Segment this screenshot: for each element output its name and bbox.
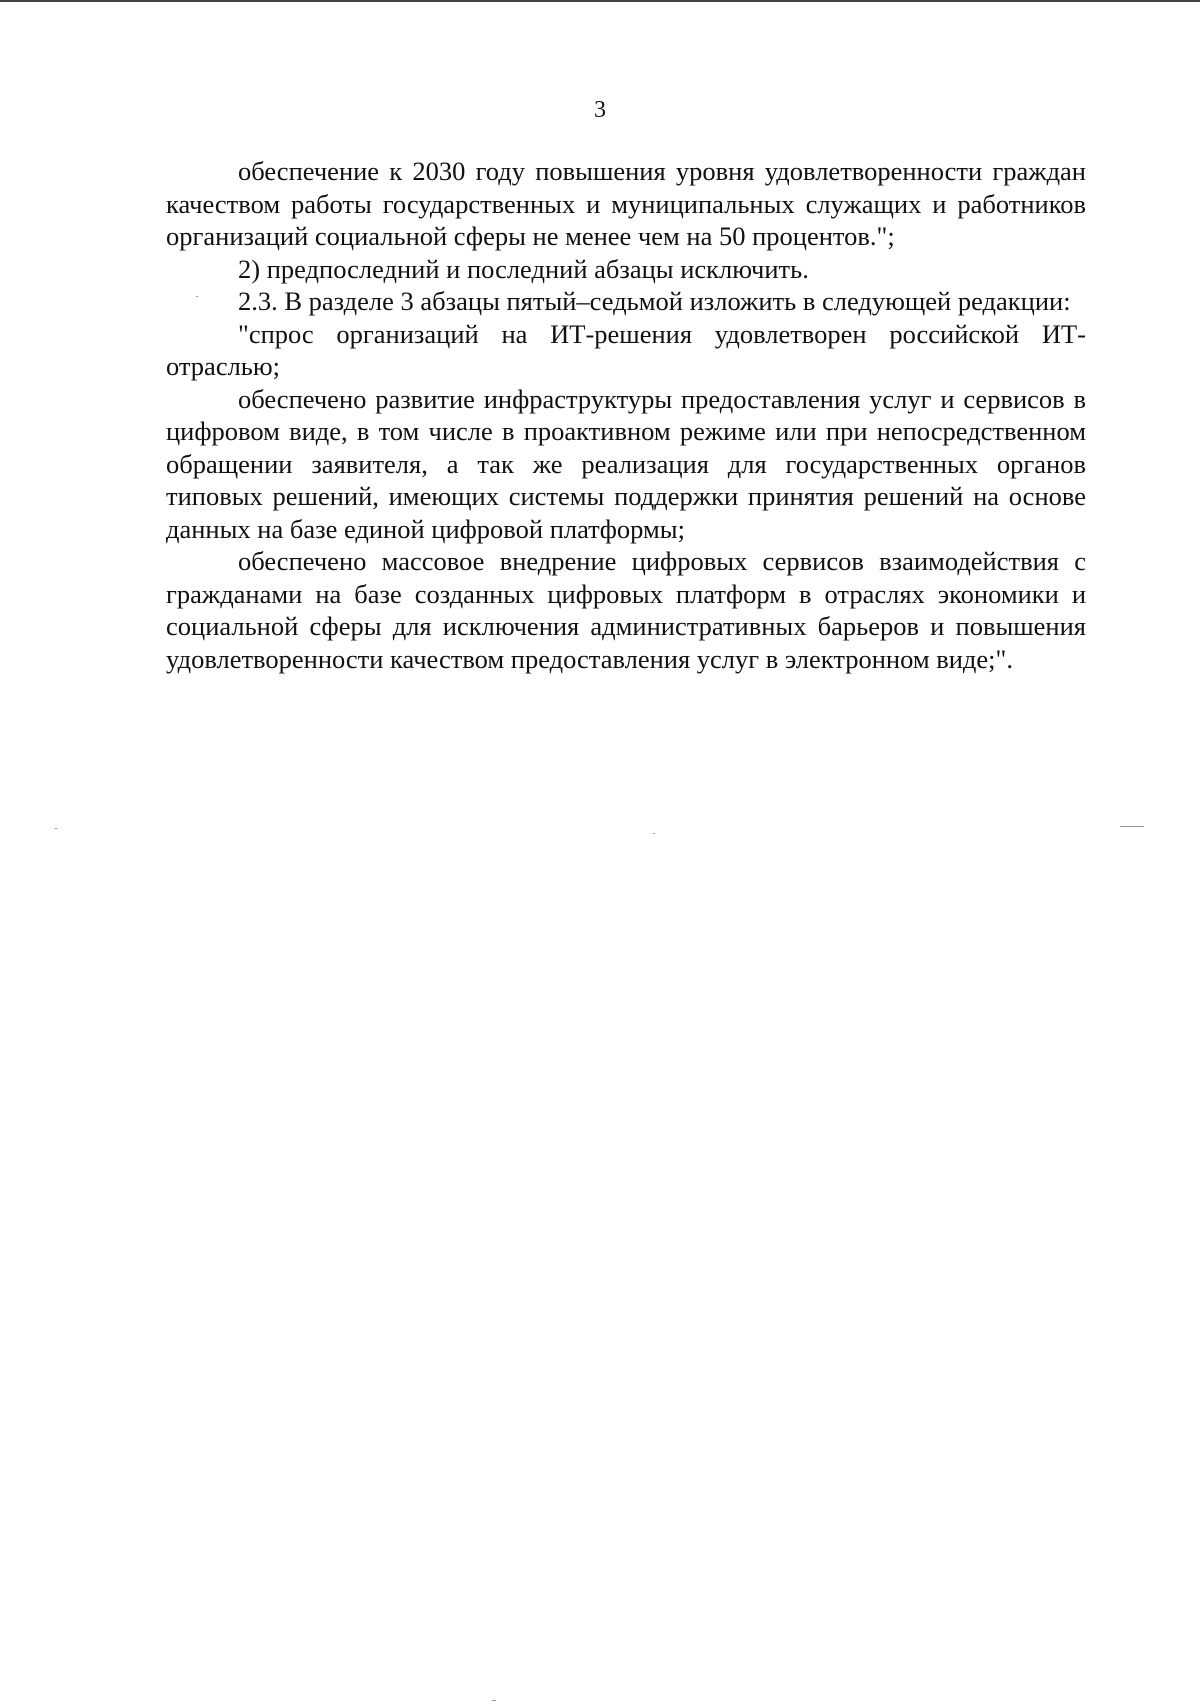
scan-speck	[1120, 826, 1144, 827]
page-number: 3	[594, 97, 606, 123]
paragraph-satisfaction-goal: обеспечение к 2030 году повышения уровня удовлетворенности граждан качеством работы государственных и муниципальных служащих и работников организаций социальной сферы не менее чем на 50 процентов.";	[166, 156, 1086, 251]
paragraph-exclude-abzacy: 2) предпоследний и последний абзацы исключить.	[238, 253, 809, 284]
paragraph-infrastructure: обеспечено развитие инфраструктуры предоставления услуг и сервисов в цифровом виде, в том числе в проактивном режиме или при непосредственном обращении заявителя, а так же реализация для государственных органов типовых решений, имеющих системы поддержки принятия решений на основе данных на базе единой цифровой платформы;	[166, 383, 1086, 544]
scan-top-edge	[0, 0, 1200, 2]
paragraph-it-demand: "спрос организаций на ИТ-решения удовлетворен российской ИТ-отраслью;	[166, 318, 1086, 381]
scan-speck	[653, 833, 655, 834]
scan-speck	[196, 296, 198, 297]
document-body	[166, 155, 1086, 675]
scan-speck	[55, 828, 57, 829]
paragraph-digital-services: обеспечено массовое внедрение цифровых сервисов взаимодействия с гражданами на базе созданных цифровых платформ в отраслях экономики и социальной сферы для исключения административных барьеров и повышения удовлетворенности качеством предоставления услуг в электронном виде;".	[166, 546, 1086, 674]
paragraph-section-3-amendment: 2.3. В разделе 3 абзацы пятый–седьмой изложить в следующей редакции:	[238, 286, 1071, 316]
scan-speck	[492, 1700, 496, 1701]
